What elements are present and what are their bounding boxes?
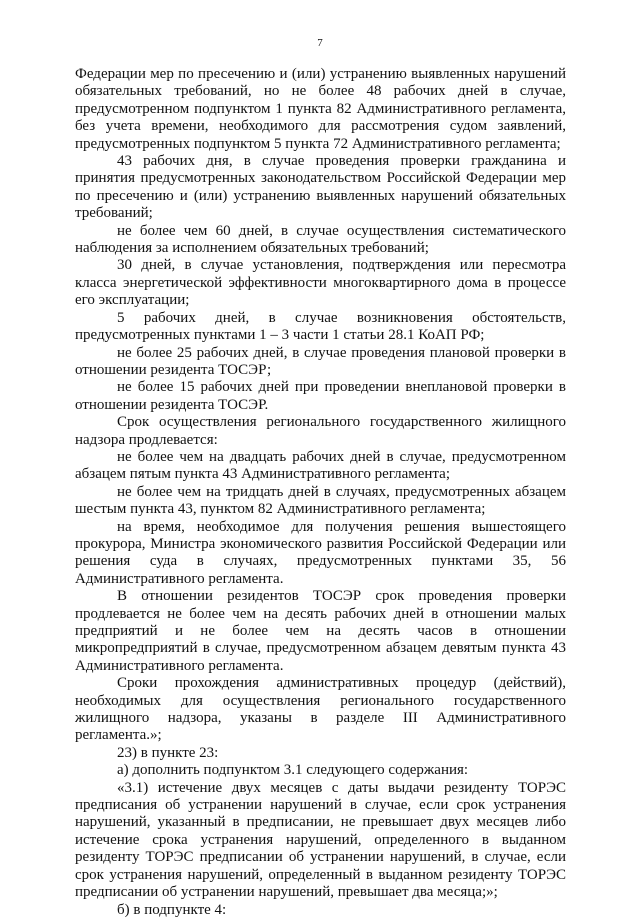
paragraph: 30 дней, в случае установления, подтверждения или пересмотра класса энергетической эффективности многоквартирного дома в процессе его эксплуатации; — [75, 257, 566, 309]
paragraph: не более чем 60 дней, в случае осуществления систематического наблюдения за исполнением обязательных требований; — [75, 222, 566, 257]
paragraph: не более чем на тридцать дней в случаях, предусмотренных абзацем шестым пункта 43, пунктом 82 Административного регламента; — [75, 483, 566, 518]
paragraph: 23) в пункте 23: — [117, 744, 219, 761]
paragraph-continuation: Федерации мер по пресечению и (или) устранению выявленных нарушений обязательных требований, но не более 48 рабочих дней в случае, предусмотренном подпунктом 1 пункта 82 Административного регламента, без учета времени, необходимого для рассмотрения судом заявлений, предусмотренных подпунктом 5 пункта 72 Административного регламента; — [75, 66, 566, 152]
paragraph: не более 25 рабочих дней, в случае проведения плановой проверки в отношении резидента ТОСЭР; — [75, 344, 566, 378]
paragraph: а) дополнить подпунктом 3.1 следующего содержания: — [117, 762, 469, 779]
paragraph: на время, необходимое для получения решения вышестоящего прокурора, Министра экономического развития Российской Федерации или решения суда в случаях, предусмотренных пунктами 35, 56 Административного регламента. — [75, 518, 566, 587]
paragraph: б) в подпункте 4: — [117, 901, 227, 918]
paragraph: Сроки прохождения административных процедур (действий), необходимых для осуществления регионального государственного жилищного надзора, указаны в разделе III Административного регламента.»; — [75, 675, 566, 744]
paragraph: «3.1) истечение двух месяцев с даты выдачи резиденту ТОРЭС предписания об устранении нарушений в случае, если срок устранения нарушений, указанный в предписании, не превышает двух месяцев либо истечение срока устранения нарушений, определенного в выданном резиденту ТОРЭС предписании об устранении нарушений, в случае, если срок устранения нарушений, определенный в выданном резиденту ТОРЭС предписании об устранении нарушений, превышает два месяца;»; — [75, 779, 566, 901]
paragraph: не более чем на двадцать рабочих дней в случае, предусмотренном абзацем пятым пункта 43 Административного регламента; — [75, 448, 566, 483]
paragraph: В отношении резидентов ТОСЭР срок проведения проверки продлевается не более чем на десять рабочих дней в отношении малых предприятий и не более чем на десять часов в отношении микропредприятий в случае, предусмотренном абзацем девятым пункта 43 Административного регламента. — [75, 588, 566, 674]
paragraph: не более 15 рабочих дней при проведении внеплановой проверки в отношении резидента ТОСЭР. — [75, 379, 566, 413]
paragraph: Срок осуществления регионального государственного жилищного надзора продлевается: — [75, 414, 566, 448]
page-number: 7 — [317, 37, 323, 49]
document-body — [75, 66, 566, 919]
paragraph: 43 рабочих дня, в случае проведения проверки гражданина и принятия предусмотренных законодательством Российской Федерации мер по пресечению и (или) устранению выявленных нарушений обязательных требований; — [75, 153, 566, 222]
paragraph: 5 рабочих дней, в случае возникновения обстоятельств, предусмотренных пунктами 1 – 3 части 1 статьи 28.1 КоАП РФ; — [75, 309, 566, 344]
